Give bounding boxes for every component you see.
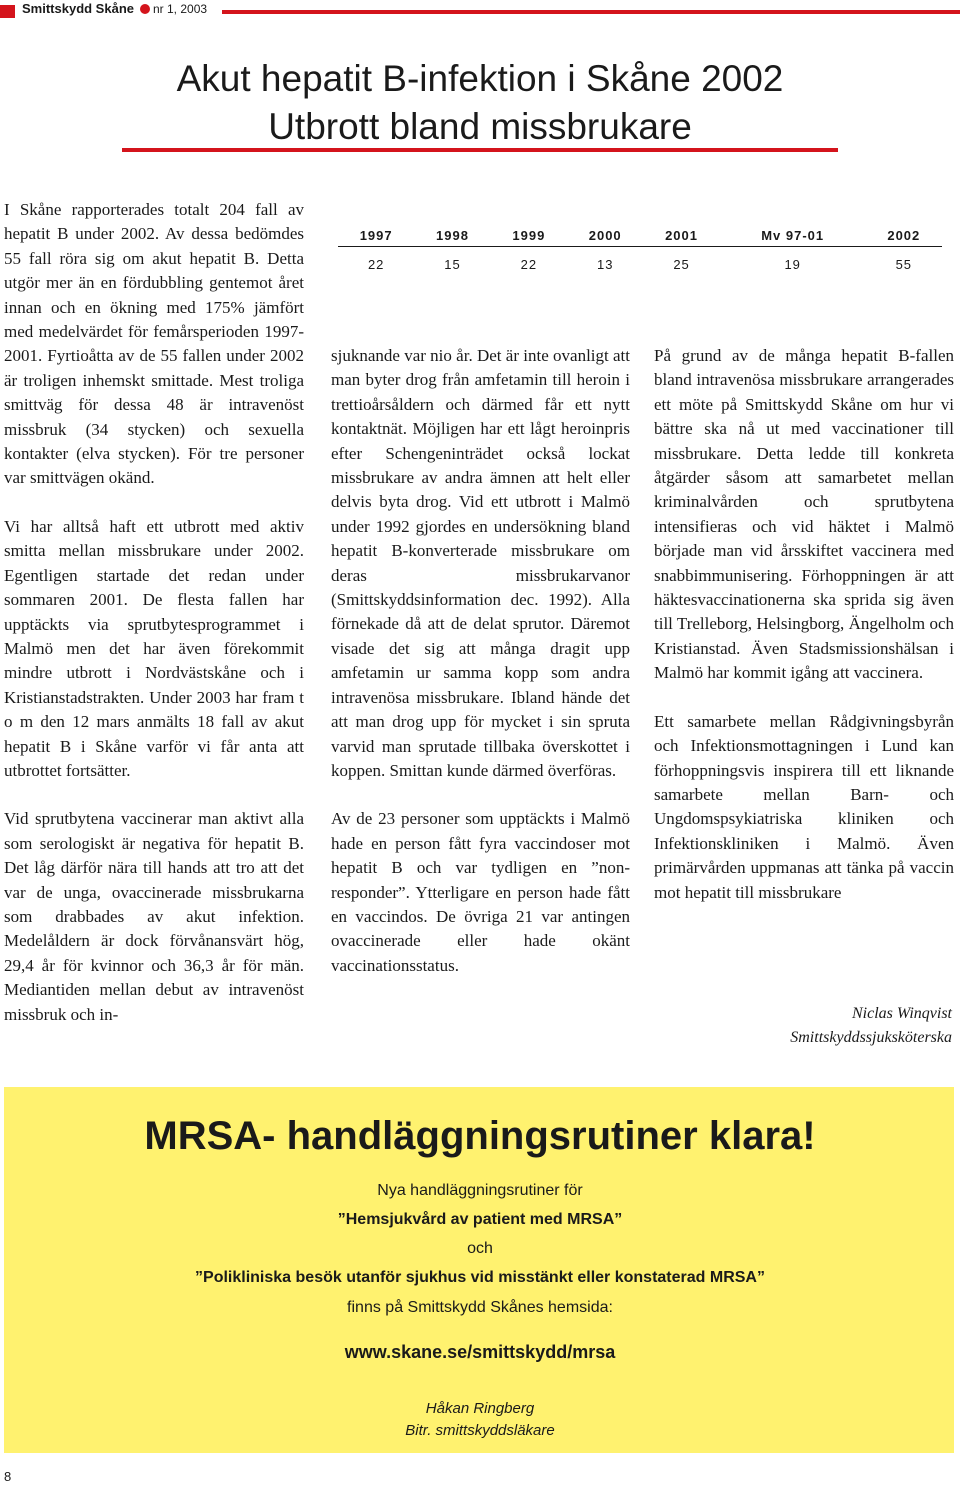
table-cell: 13 [596,257,614,272]
table-header-cell: 1999 [491,228,567,247]
title-line-2: Utbrott bland missbrukare [268,106,692,147]
page-number: 8 [4,1469,12,1484]
mrsa-url-link[interactable]: www.skane.se/smittskydd/mrsa [344,1342,616,1362]
header-rule [222,10,960,14]
magazine-name: Smittskydd Skåne [22,1,134,16]
article-title [122,55,838,151]
mrsa-signature-role: Bitr. smittskyddsläkare [405,1422,555,1439]
table-cell: 15 [444,257,461,272]
title-rule [122,148,838,152]
paragraph: På grund av de många hepatit B-fallen bland intravenösa missbrukare arrangerades ett möte på Smittskydd Skåne om hur vi bättre ska nå ut med vaccinationer till missbrukare. Detta ledde till konkreta åtgärder såsom att samarbetet mellan kriminalvården och sprutbytena intensifieras och vid häktet i Malmö började man vid årsskiftet vaccinera med snabbimmunisering. Förhoppningen är att häktesvaccinationerna ska sprida sig även till Trelleborg, Helsingborg, Ängelholm och Kristianstad. Även Stadsmissionshälsan i Malmö har kommit igång att vaccinera. [654,346,954,683]
paragraph: Ett samarbete mellan Rådgivningsbyrån och Infektionsmottagningen i Lund kan förhoppningsvis inspirera till ett liknande samarbete mellan Barn- och Ungdomspsykiatriska kliniken och Infektionskliniken i Malmö. Även primärvården uppmanas att tänka på vaccin mot hepatit till missbrukare [654,711,954,902]
table-header-cell: 2001 [643,228,719,247]
table-cell: 25 [673,257,690,272]
paragraph: Vi har alltså haft ett utbrott med aktiv smitta mellan missbrukare under 2002. Egentligen startade det redan under sommaren 2001. De flesta fallen har upptäckts via sprutbytesprogrammet i Malmö men det har även förekommit mindre utbrott i Nordvästskåne och i Kristianstadstrakten. Under 2003 har fram t o m den 12 mars anmälts 18 fall av akut hepatit B i Skåne varför vi får anta att utbrottet fortsätter. [4,516,304,780]
table-header-cell: 2000 [567,228,643,247]
author-signature [654,1002,952,1050]
mrsa-item-2: ”Polikliniska besök utanför sjukhus vid misstänkt eller konstaterad MRSA” [195,1269,765,1286]
table-header-cell: Mv 97-01 [720,228,866,247]
text-column-1 [4,198,304,1027]
table-cell: 19 [784,257,801,272]
header-accent-bar [0,5,15,18]
table-header-cell: 2002 [866,228,942,247]
table-cell: 22 [367,257,385,272]
mrsa-and: och [467,1240,493,1257]
issue-number: nr 1, 2003 [153,2,208,16]
mrsa-intro: Nya handläggningsrutiner för [377,1182,583,1199]
bullet-icon [140,4,150,14]
paragraph: Av de 23 personer som upptäckts i Malmö hade en person fått fyra vaccindoser mot hepatit B och var tydligen en ”non-responder”. Ytterligare en person hade fått en vaccindos. De övriga 21 var antingen ovaccinerade eller hade okänt vaccinationsstatus. [331,809,630,975]
mrsa-outro: finns på Smittskydd Skånes hemsida: [347,1299,613,1316]
mrsa-title: MRSA- handläggningsrutiner klara! [144,1114,816,1158]
running-header [22,1,207,16]
paragraph: Vid sprutbytena vaccinerar man aktivt alla som serologiskt är negativa för hepatit B. Det låg därför nära till hands att tro att det var de unga, ovaccinerade missbrukarna som drabbades av akut infektion. Medelåldern är dock förvånansvärt hög, 29,4 år för kvinnor och 36,3 år för män. Mediantiden mellan debut av intravenöst missbruk och in- [4,809,304,1024]
mrsa-signature-name: Håkan Ringberg [425,1400,535,1417]
table-header-row [338,228,942,247]
paragraph: sjuknande var nio år. Det är inte ovanligt att man byter drog från amfetamin till heroin i trettioårsåldern och därmed får ett nytt kontaktnät. Möjligen har ett lågt heroinpris efter Schengeninträdet också lockat missbrukare av andra ämnen att helt eller delvis byta drog. Vid ett utbrott i Malmö under 1992 gjordes en undersökning bland hepatit B-konverterade missbrukare om deras missbrukarvanor (Smittskyddsinformation dec. 1992). Alla förnekade då att de delat sprutor. Däremot visade det sig att många dragit upp amfetamin ur samma kopp som andra intravenösa missbrukare. Ibland hände det att man drog upp för mycket i sin spruta varvid man sprutade tillbaka överskottet i koppen. Smittan kunde därmed överföras. [331,346,630,780]
paragraph: I Skåne rapporterades totalt 204 fall av hepatit B under 2002. Av dessa bedömdes 55 fall röra sig om akut hepatit B. Detta utgör mer än en fördubbling gentemot året innan och en ökning med 175% jämfört med medelvärdet för femårsperioden 1997-2001. Fyrtioåtta av de 55 fallen under 2002 är troligen inhemskt smittade. Mest troliga smittväg för dessa 48 är intravenöst missbruk (34 stycken) och sexuella kontakter (elva stycken). För tre personer var smittvägen okänd. [4,200,304,488]
table-header-cell: 1997 [338,228,414,247]
table-row [338,247,942,274]
text-column-3 [654,344,954,905]
table-cell: 22 [520,257,538,272]
cases-table [338,228,942,273]
table-header-cell: 1998 [414,228,490,247]
text-column-2 [331,344,630,978]
mrsa-item-1: ”Hemsjukvård av patient med MRSA” [337,1211,623,1228]
title-line-1: Akut hepatit B-infektion i Skåne 2002 [176,58,784,99]
author-name: Niclas Winqvist [852,1005,952,1022]
author-role: Smittskyddssjuksköterska [790,1029,952,1046]
table-cell: 55 [895,257,913,272]
